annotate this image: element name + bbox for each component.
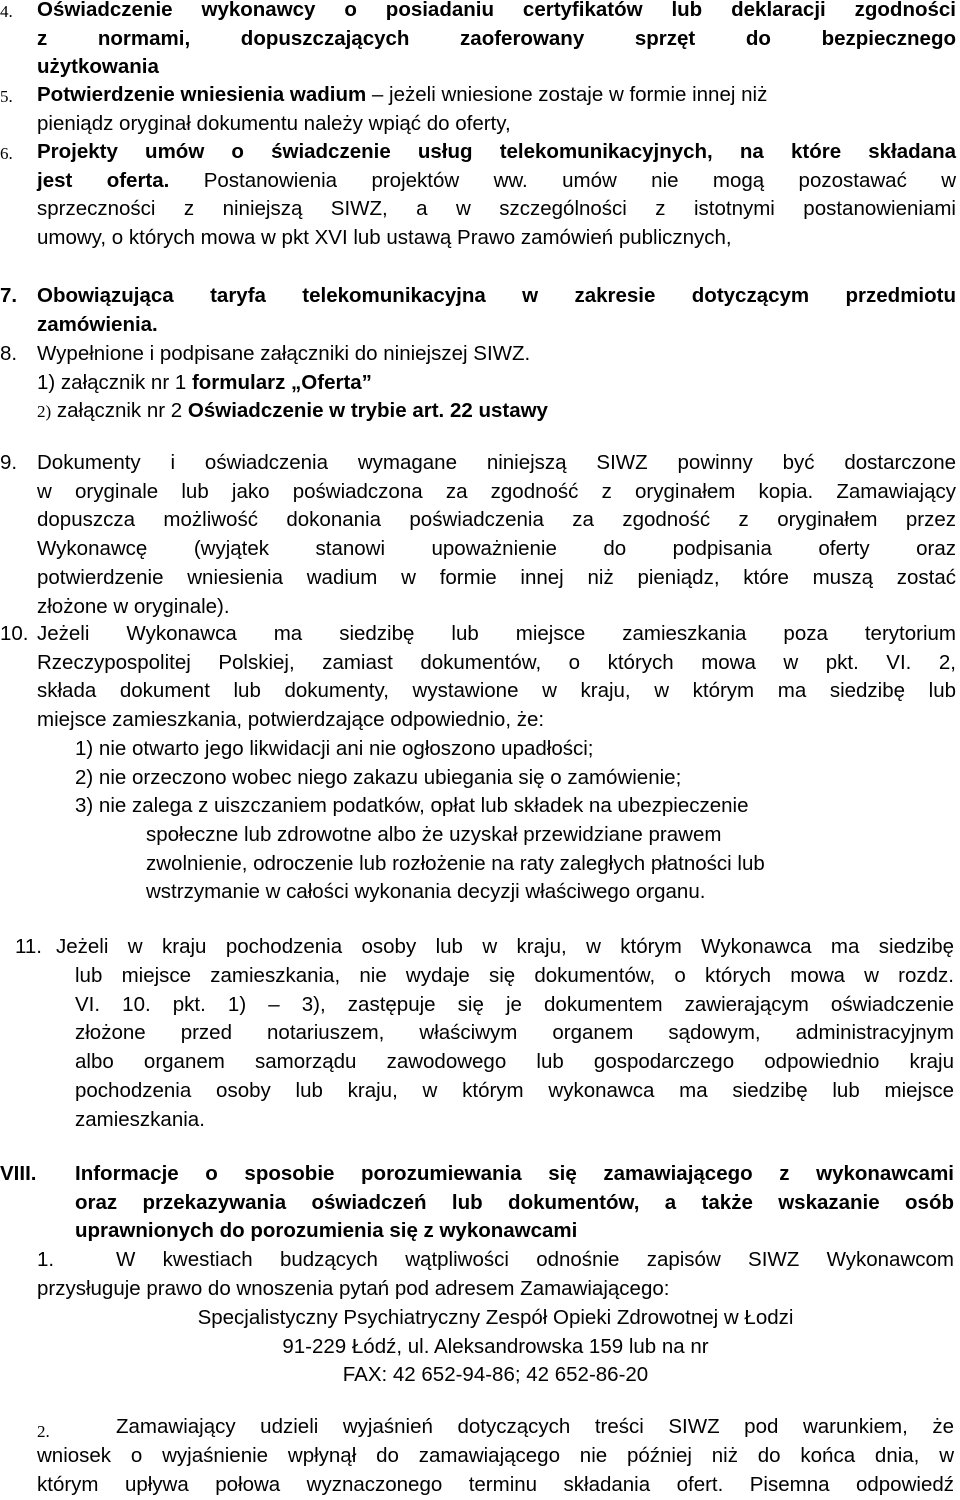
item-4-line-2: z normami, dopuszczających zaoferowany sprzęt do bezpiecznego bbox=[37, 26, 956, 50]
item-6-rest: Postanowienia projektów ww. umów nie mogą pozostawać w bbox=[169, 168, 956, 192]
item-4-line-1: Oświadczenie wykonawcy o posiadaniu certyfikatów lub deklaracji zgodności bbox=[37, 0, 956, 21]
item-9-line-6: złożone w oryginale). bbox=[37, 594, 230, 618]
point-number: 1. bbox=[37, 1248, 55, 1271]
condition-3-cont-2: zwolnienie, odroczenie lub rozłożenie na raty zaległych płatności lub bbox=[146, 851, 765, 875]
item-number: 8. bbox=[0, 342, 18, 365]
section-viii-line-2: oraz przekazywania oświadczeń lub dokumentów, a także wskazanie osób bbox=[75, 1190, 954, 1214]
item-10-line-2: Rzeczypospolitej Polskiej, zamiast dokumentów, o których mowa w pkt. VI. 2, bbox=[37, 650, 956, 674]
item-number: 7. bbox=[0, 284, 18, 307]
condition-1: 1) nie otwarto jego likwidacji ani nie ogłoszono upadłości; bbox=[75, 737, 594, 760]
item-5-bold: Potwierdzenie wniesienia wadium bbox=[37, 83, 367, 106]
item-6-line-4: umowy, o których mowa w pkt XVI lub ustawą Prawo zamówień publicznych, bbox=[37, 226, 732, 250]
item-number: 4. bbox=[0, 2, 13, 21]
point-2-line-1: Zamawiający udzieli wyjaśnień dotyczących treści SIWZ pod warunkiem, że bbox=[116, 1415, 954, 1438]
item-9-line-3: dopuszcza możliwość dokonania poświadczenia za zgodność z oryginałem przez bbox=[37, 508, 956, 532]
address-line-1: Specjalistyczny Psychiatryczny Zespół Opieki Zdrowotnej w Łodzi bbox=[197, 1306, 794, 1329]
point-1-line-2: przysługuje prawo do wnoszenia pytań pod adresem Zamawiającego: bbox=[37, 1277, 670, 1300]
item-5-line-2: pieniądz oryginał dokumentu należy wpiąć do oferty, bbox=[37, 111, 511, 135]
item-5-rest: – jeżeli wniesione zostaje w formie innej niż bbox=[366, 83, 768, 106]
item-10-line-4: miejsce zamieszkania, potwierdzające odpowiednio, że: bbox=[37, 708, 545, 732]
item-4-line-3: użytkowania bbox=[37, 55, 159, 79]
section-viii-line-3: uprawnionych do porozumienia się z wykonawcami bbox=[75, 1219, 578, 1243]
item-6-line-1: Projekty umów o świadczenie usług telekomunikacyjnych, na które składana bbox=[37, 140, 956, 163]
item-number: 6. bbox=[0, 144, 13, 163]
condition-2: 2) nie orzeczono wobec niego zakazu ubiegania się o zamówienie; bbox=[75, 765, 682, 789]
section-viii-line-1: Informacje o sposobie porozumiewania się zamawiającego z wykonawcami bbox=[75, 1162, 954, 1185]
item-11-line-3: VI. 10. pkt. 1) – 3), zastępuje się je dokumentem zawierającym oświadczenie bbox=[75, 992, 954, 1016]
item-number: 11. bbox=[15, 935, 42, 958]
condition-3-cont-1: społeczne lub zdrowotne albo że uzyskał przewidziane prawem bbox=[146, 823, 722, 846]
item-number: 5. bbox=[0, 87, 13, 106]
item-6-line-3: sprzeczności z niniejszą SIWZ, a w szczególności z istotnymi postanowieniami bbox=[37, 197, 956, 221]
section-number: VIII. bbox=[0, 1162, 37, 1185]
item-8-line-1: Wypełnione i podpisane załączniki do niniejszej SIWZ. bbox=[37, 342, 531, 365]
attachment-1-title: formularz „Oferta” bbox=[191, 370, 372, 394]
point-2-line-3: którym upływa połowa wyznaczonego terminu składania ofert. Pisemna odpowiedź bbox=[37, 1472, 954, 1496]
item-11-line-4: złożone przed notariuszem, właściwym organem sądowym, administracyjnym bbox=[75, 1021, 954, 1045]
fax-line: FAX: 42 652-94-86; 42 652-86-20 bbox=[342, 1363, 649, 1387]
item-11-line-2: lub miejsce zamieszkania, nie wydaje się dokumentów, o których mowa w rozdz. bbox=[75, 964, 954, 987]
condition-3-cont-3: wstrzymanie w całości wykonania decyzji właściwego organu. bbox=[146, 880, 706, 904]
item-11-line-1: Jeżeli w kraju pochodzenia osoby lub w kraju, w którym Wykonawca ma siedzibę bbox=[56, 935, 954, 958]
item-11-line-5: albo organem samorządu zawodowego lub gospodarczego odpowiednio kraju bbox=[75, 1050, 954, 1074]
address-line-2: 91-229 Łódź, ul. Aleksandrowska 159 lub na nr bbox=[282, 1334, 709, 1358]
attachment-2-label: załącznik nr 2 bbox=[51, 399, 188, 423]
point-number: 2. bbox=[37, 1422, 50, 1441]
item-11-line-6: pochodzenia osoby lub kraju, w którym wykonawca ma siedzibę lub miejsce bbox=[75, 1078, 954, 1102]
attachment-2-number: 2) bbox=[37, 402, 52, 422]
item-9-line-2: w oryginale lub jako poświadczona za zgodność z oryginałem kopia. Zamawiający bbox=[37, 479, 956, 503]
item-6-bold: jest oferta. bbox=[37, 168, 170, 192]
point-2-line-2: wniosek o wyjaśnienie wpłynął do zamawiającego nie później niż do końca dnia, w bbox=[37, 1444, 954, 1467]
item-9-line-1: Dokumenty i oświadczenia wymagane niniejszą SIWZ powinny być dostarczone bbox=[37, 451, 956, 474]
item-number: 9. bbox=[0, 451, 18, 474]
attachment-1-label: 1) załącznik nr 1 bbox=[37, 370, 192, 394]
attachment-2-title: Oświadczenie w trybie art. 22 ustawy bbox=[187, 399, 548, 423]
item-10-line-1: Jeżeli Wykonawca ma siedzibę lub miejsce zamieszkania poza terytorium bbox=[37, 622, 956, 645]
item-number: 10. bbox=[0, 622, 29, 645]
item-10-line-3: składa dokument lub dokumenty, wystawione w kraju, w którym ma siedzibę lub bbox=[37, 679, 956, 703]
condition-3: 3) nie zalega z uiszczaniem podatków, opłat lub składek na ubezpieczenie bbox=[75, 794, 749, 818]
item-7-line-1: Obowiązująca taryfa telekomunikacyjna w zakresie dotyczącym przedmiotu bbox=[37, 284, 956, 307]
item-9-line-4: Wykonawcę (wyjątek stanowi upoważnienie do podpisania oferty oraz bbox=[37, 537, 956, 561]
item-11-line-7: zamieszkania. bbox=[75, 1107, 205, 1131]
point-1-line-1: W kwestiach budzących wątpliwości odnośnie zapisów SIWZ Wykonawcom bbox=[116, 1248, 954, 1271]
item-9-line-5: potwierdzenie wniesienia wadium w formie innej niż pieniądz, które muszą zostać bbox=[37, 565, 956, 589]
item-7-line-2: zamówienia. bbox=[37, 312, 158, 336]
